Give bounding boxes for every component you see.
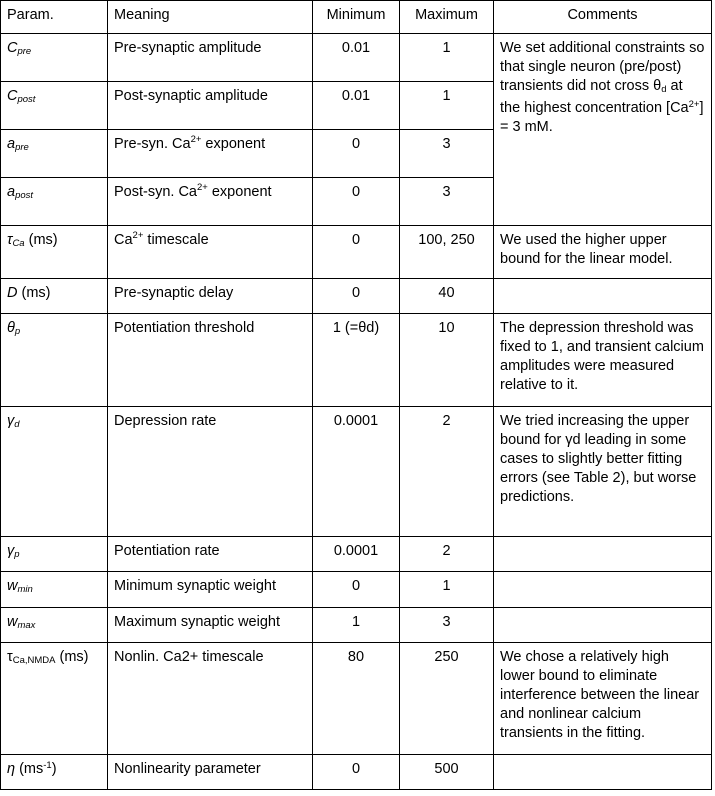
param-subscript: pre xyxy=(15,142,29,153)
param-symbol: θ xyxy=(7,320,15,336)
meaning-cell xyxy=(108,178,313,226)
meaning-text: Post-syn. Ca xyxy=(114,184,197,200)
comment-cell xyxy=(494,34,712,226)
maximum-cell: 100, 250 xyxy=(400,226,494,279)
param-cell xyxy=(1,130,108,178)
header-minimum: Minimum xyxy=(313,1,400,34)
param-cell xyxy=(1,82,108,130)
maximum-cell: 10 xyxy=(400,314,494,407)
meaning-cell: Potentiation rate xyxy=(108,537,313,572)
param-cell xyxy=(1,755,108,790)
maximum-cell: 3 xyxy=(400,130,494,178)
param-symbol: τ xyxy=(7,649,13,665)
table-row xyxy=(1,279,712,314)
meaning-superscript: 2+ xyxy=(197,182,208,193)
comment-cell xyxy=(494,755,712,790)
table-row xyxy=(1,537,712,572)
table-row xyxy=(1,226,712,279)
param-cell xyxy=(1,407,108,537)
minimum-cell: 0 xyxy=(313,178,400,226)
maximum-cell: 1 xyxy=(400,82,494,130)
minimum-cell: 1 xyxy=(313,608,400,643)
param-symbol: C xyxy=(7,40,18,56)
minimum-cell: 80 xyxy=(313,643,400,755)
param-cell xyxy=(1,608,108,643)
meaning-superscript: 2+ xyxy=(132,230,144,241)
table-row xyxy=(1,643,712,755)
header-comments: Comments xyxy=(494,1,712,34)
meaning-cell xyxy=(108,130,313,178)
param-subscript: min xyxy=(17,584,33,595)
meaning-cell: Minimum synaptic weight xyxy=(108,572,313,608)
minimum-cell: 0 xyxy=(313,572,400,608)
comment-cell xyxy=(494,537,712,572)
comment-cell: We tried increasing the upper bound for γd leading in some cases to slightly better fitting errors (see Table 2), but worse predictions. xyxy=(494,407,712,537)
param-cell xyxy=(1,643,108,755)
param-unit: ) xyxy=(51,761,57,777)
param-cell xyxy=(1,537,108,572)
maximum-cell: 2 xyxy=(400,537,494,572)
param-symbol: γ xyxy=(7,543,15,559)
table-row xyxy=(1,572,712,608)
comment-cell: The depression threshold was fixed to 1, and transient calcium amplitudes were measured relative to it. xyxy=(494,314,712,407)
meaning-cell: Potentiation threshold xyxy=(108,314,313,407)
maximum-cell: 40 xyxy=(400,279,494,314)
minimum-cell: 0 xyxy=(313,226,400,279)
param-cell xyxy=(1,314,108,407)
param-subscript: p xyxy=(14,549,20,560)
maximum-cell: 1 xyxy=(400,34,494,82)
param-symbol: w xyxy=(7,614,18,630)
maximum-cell: 2 xyxy=(400,407,494,537)
param-symbol: η xyxy=(7,761,16,777)
meaning-text: exponent xyxy=(201,136,266,152)
param-subscript: p xyxy=(14,326,21,337)
meaning-cell: Pre-synaptic delay xyxy=(108,279,313,314)
meaning-text: timescale xyxy=(143,232,209,248)
meaning-cell xyxy=(108,226,313,279)
meaning-text: exponent xyxy=(207,184,272,200)
param-unit-superscript: -1 xyxy=(43,760,52,771)
param-subscript: post xyxy=(15,190,34,201)
param-cell xyxy=(1,226,108,279)
param-cell xyxy=(1,572,108,608)
minimum-cell: 0.01 xyxy=(313,82,400,130)
meaning-cell: Maximum synaptic weight xyxy=(108,608,313,643)
comment-cell xyxy=(494,279,712,314)
param-subscript: post xyxy=(17,94,36,105)
param-subscript: Ca,NMDA xyxy=(12,655,56,666)
param-symbol: w xyxy=(7,578,18,594)
meaning-cell: Post-synaptic amplitude xyxy=(108,82,313,130)
comment-superscript: 2+ xyxy=(688,99,700,110)
comment-cell: We used the higher upper bound for the linear model. xyxy=(494,226,712,279)
comment-cell xyxy=(494,572,712,608)
meaning-cell: Depression rate xyxy=(108,407,313,537)
meaning-cell: Nonlinearity parameter xyxy=(108,755,313,790)
minimum-cell: 0.0001 xyxy=(313,407,400,537)
param-subscript: Ca xyxy=(12,238,25,249)
minimum-cell: 0.0001 xyxy=(313,537,400,572)
minimum-cell: 0 xyxy=(313,279,400,314)
table-row xyxy=(1,314,712,407)
maximum-cell: 250 xyxy=(400,643,494,755)
table-row xyxy=(1,755,712,790)
maximum-cell: 1 xyxy=(400,572,494,608)
param-unit: (ms) xyxy=(24,232,58,248)
maximum-cell: 3 xyxy=(400,178,494,226)
param-unit: (ms xyxy=(15,761,44,777)
param-symbol: C xyxy=(7,88,18,104)
comment-text: at the highest concentration [Ca xyxy=(500,78,689,116)
table-row xyxy=(1,608,712,643)
param-symbol: τ xyxy=(7,232,13,248)
param-symbol: a xyxy=(7,136,16,152)
param-subscript: pre xyxy=(17,46,32,57)
param-unit: (ms) xyxy=(55,649,89,665)
minimum-cell: 0.01 xyxy=(313,34,400,82)
param-symbol: γ xyxy=(7,413,15,429)
param-subscript: max xyxy=(17,620,36,631)
param-symbol: a xyxy=(7,184,16,200)
table-row xyxy=(1,34,712,82)
comment-text: ] = 3 mM. xyxy=(500,100,704,135)
comment-cell: We chose a relatively high lower bound to eliminate interference between the linear and nonlinear calcium transients in the fitting. xyxy=(494,643,712,755)
param-cell xyxy=(1,279,108,314)
maximum-cell: 3 xyxy=(400,608,494,643)
param-symbol: D xyxy=(7,285,18,301)
meaning-superscript: 2+ xyxy=(190,134,202,145)
param-subscript: d xyxy=(14,419,20,430)
header-param: Param. xyxy=(1,1,108,34)
meaning-cell: Nonlin. Ca2+ timescale xyxy=(108,643,313,755)
minimum-cell: 0 xyxy=(313,130,400,178)
maximum-cell: 500 xyxy=(400,755,494,790)
header-maximum: Maximum xyxy=(400,1,494,34)
comment-cell xyxy=(494,608,712,643)
meaning-text: Ca xyxy=(114,232,133,248)
param-cell xyxy=(1,178,108,226)
minimum-cell: 1 (=θd) xyxy=(313,314,400,407)
comment-subscript: d xyxy=(661,84,667,95)
param-cell xyxy=(1,34,108,82)
comment-text: We set additional constraints so that single neuron (pre/post) transients did not cross θ xyxy=(500,40,705,94)
minimum-cell: 0 xyxy=(313,755,400,790)
meaning-cell: Pre-synaptic amplitude xyxy=(108,34,313,82)
param-unit: (ms) xyxy=(17,285,51,301)
header-meaning: Meaning xyxy=(108,1,313,34)
table-row xyxy=(1,407,712,537)
table-header-row xyxy=(1,1,712,34)
meaning-text: Pre-syn. Ca xyxy=(114,136,191,152)
